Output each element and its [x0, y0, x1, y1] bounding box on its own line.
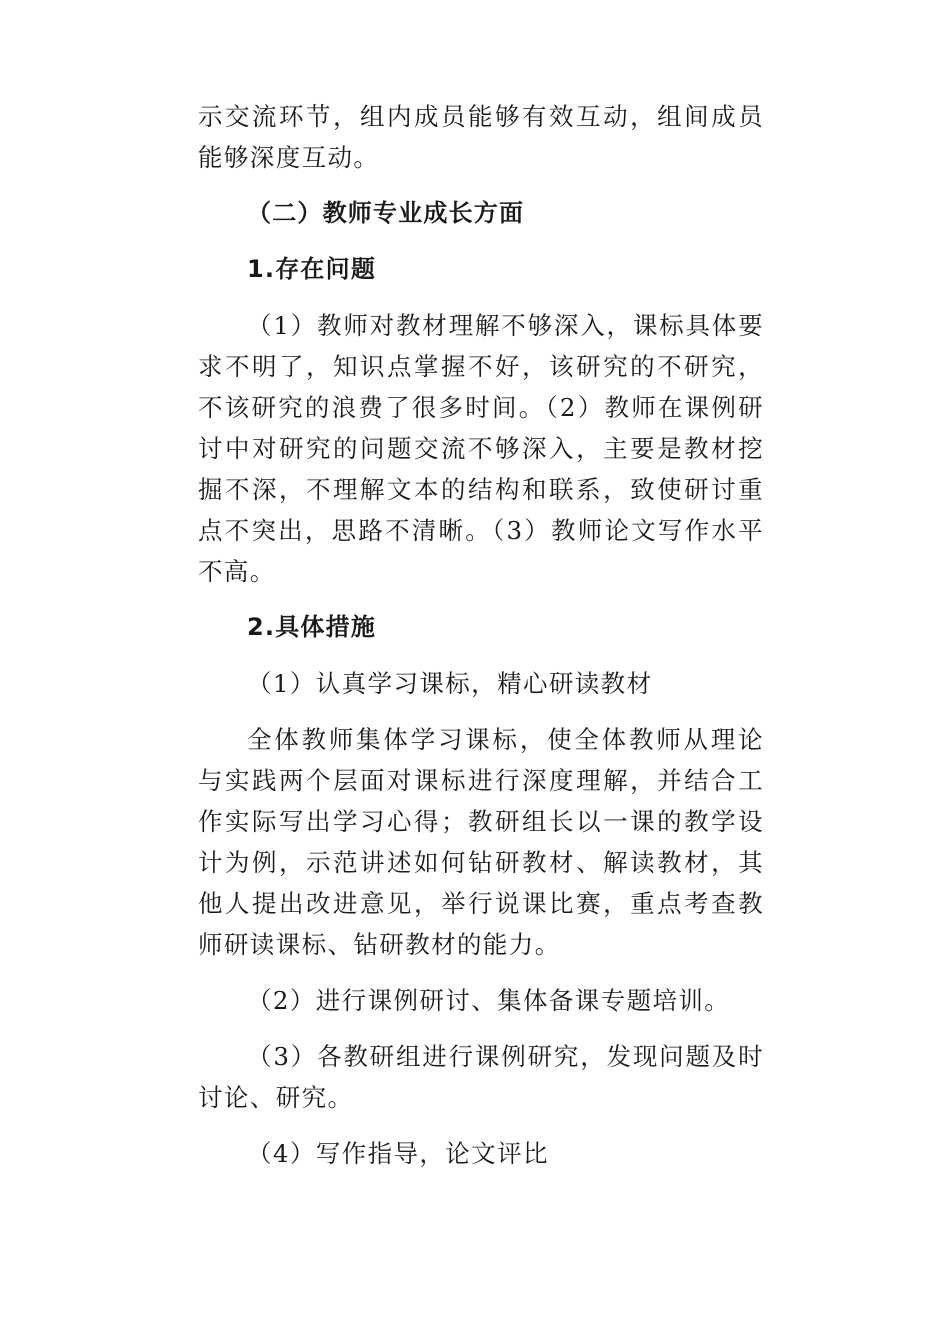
- subheading-measures: 2.具体措施: [247, 613, 377, 641]
- paragraph-problems: （1）教师对教材理解不够深入，课标具体要求不明了，知识点掌握不好，该研究的不研究，不该研究的浪费了很多时间。（2）教师在课例研讨中对研究的问题交流不够深入，主要是教材挖掘不深，不理解文本的结构和联系，致使研讨重点不突出，思路不清晰。（3）教师论文写作水平不高。: [198, 311, 764, 586]
- paragraph-measure-3: （3）各教研组进行课例研究，发现问题及时讨论、研究。: [198, 1042, 764, 1112]
- section-heading-teacher-growth: （二）教师专业成长方面: [247, 199, 525, 227]
- document-page: [198, 96, 764, 1189]
- subheading-problems: 1.存在问题: [247, 255, 377, 283]
- paragraph-measure-4: （4）写作指导，论文评比: [247, 1139, 549, 1168]
- paragraph-measure-2: （2）进行课例研讨、集体备课专题培训。: [247, 986, 731, 1015]
- paragraph-measure-1-detail: 全体教师集体学习课标，使全体教师从理论与实践两个层面对课标进行深度理解，并结合工作实际写出学习心得；教研组长以一课的教学设计为例，示范讲述如何钻研教材、解读教材，其他人提出改进意见，举行说课比赛，重点考查教师研读课标、钻研教材的能力。: [198, 725, 764, 959]
- paragraph-measure-1: （1）认真学习课标，精心研读教材: [247, 669, 653, 698]
- paragraph-intro: 示交流环节，组内成员能够有效互动，组间成员能够深度互动。: [198, 102, 764, 172]
